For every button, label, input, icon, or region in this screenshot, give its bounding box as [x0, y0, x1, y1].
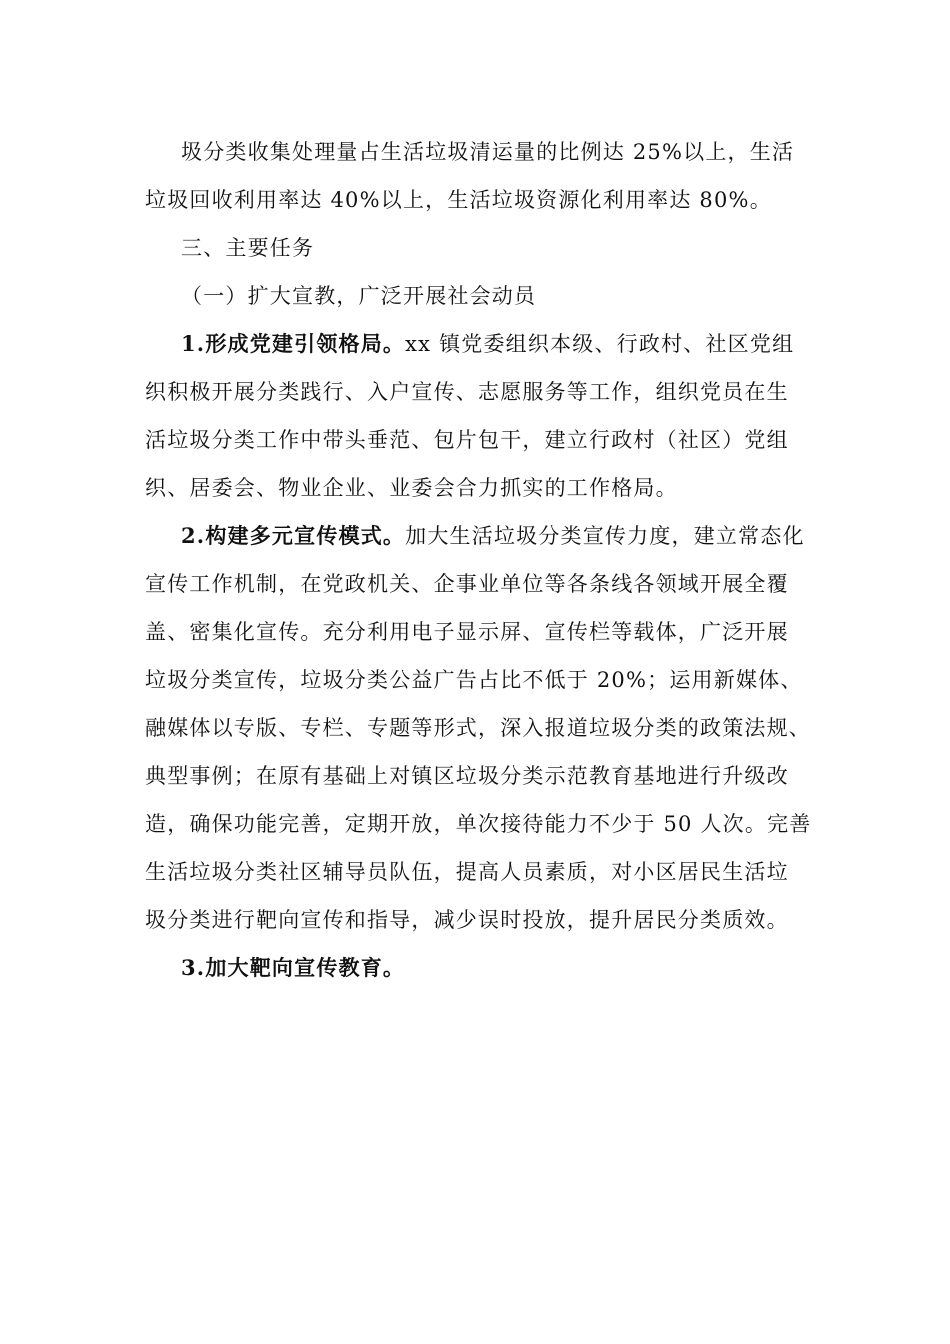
- section-heading: 三、主要任务: [181, 236, 315, 260]
- item-1-title: 1.形成党建引领格局。: [181, 331, 406, 356]
- paragraph-line: 圾分类收集处理量占生活垃圾清运量的比例达 25%以上，生活: [181, 140, 795, 164]
- paragraph-line: 宣传工作机制，在党政机关、企事业单位等各条线各领域开展全覆: [145, 572, 789, 596]
- paragraph-line: 圾分类进行靶向宣传和指导，减少误时投放，提升居民分类质效。: [145, 908, 789, 932]
- paragraph-line: 垃圾分类宣传，垃圾分类公益广告占比不低于 20%；运用新媒体、: [145, 668, 803, 692]
- paragraph-line: 垃圾回收利用率达 40%以上，生活垃圾资源化利用率达 80%。: [145, 188, 772, 212]
- item-1-text: xx 镇党委组织本级、行政村、社区党组: [405, 332, 795, 356]
- item-2-text: 加大生活垃圾分类宣传力度，建立常态化: [405, 524, 805, 548]
- paragraph-line: 生活垃圾分类社区辅导员队伍，提高人员素质，对小区居民生活垃: [145, 860, 789, 884]
- item-1-first-line: [145, 320, 805, 368]
- paragraph-line: 织积极开展分类践行、入户宣传、志愿服务等工作，组织党员在生: [145, 380, 789, 404]
- paragraph-line: 融媒体以专版、专栏、专题等形式，深入报道垃圾分类的政策法规、: [145, 716, 811, 740]
- item-3-title: 3.加大靶向宣传教育。: [181, 955, 406, 980]
- document-body: [145, 128, 812, 992]
- paragraph-line: 典型事例；在原有基础上对镇区垃圾分类示范教育基地进行升级改: [145, 764, 789, 788]
- item-2-title: 2.构建多元宣传模式。: [181, 523, 406, 548]
- subsection-heading: （一）扩大宣教，广泛开展社会动员: [181, 284, 537, 308]
- paragraph-line: 织、居委会、物业企业、业委会合力抓实的工作格局。: [145, 476, 678, 500]
- item-2-first-line: [145, 512, 805, 560]
- paragraph-line: 盖、密集化宣传。充分利用电子显示屏、宣传栏等载体，广泛开展: [145, 620, 789, 644]
- paragraph-line: 造，确保功能完善，定期开放，单次接待能力不少于 50 人次。完善: [145, 812, 812, 836]
- paragraph-line: 活垃圾分类工作中带头垂范、包片包干，建立行政村（社区）党组: [145, 428, 789, 452]
